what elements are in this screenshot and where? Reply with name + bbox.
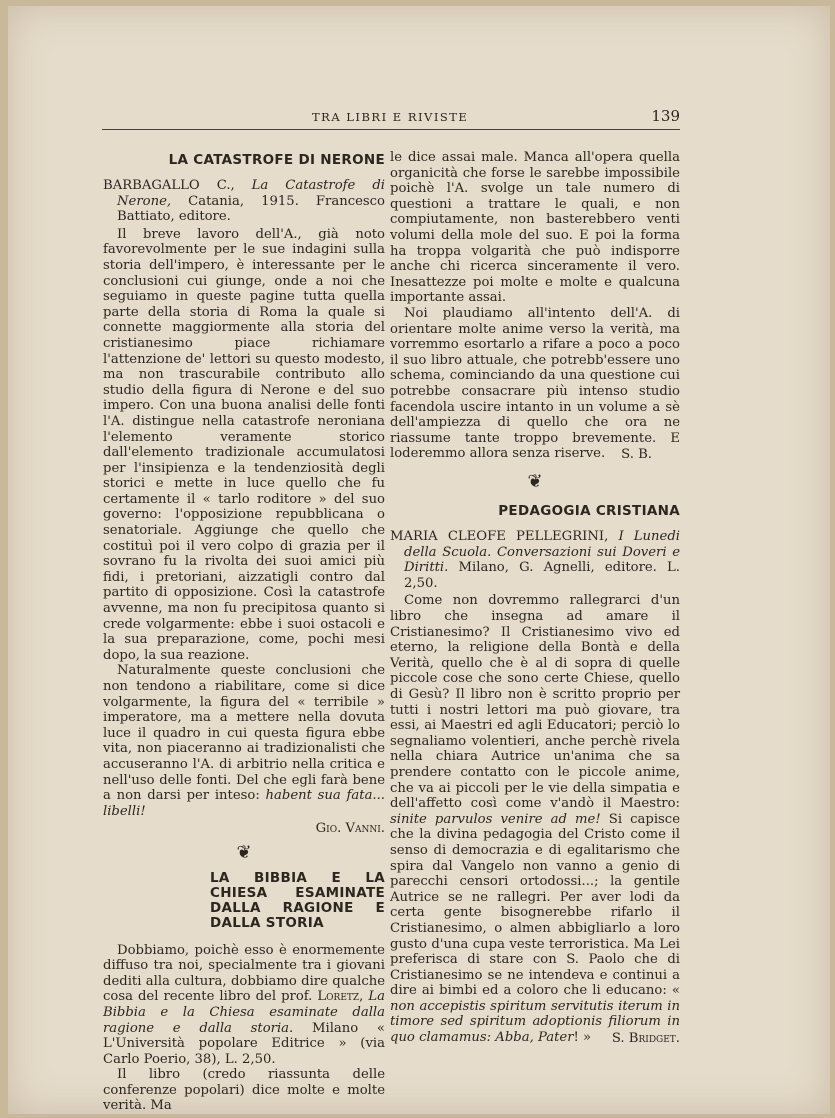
bibliographic-reference <box>390 529 680 591</box>
ref-title: La Catastrofe di Nerone, <box>117 178 385 209</box>
ref-author: BARBAGALLO C., <box>103 178 252 193</box>
paragraph-text: Come non dovremmo rallegrarci d'un libro che insegna ad amare il Cristianesimo? Il Cristianesimo vivo ed eterno, la religione della Bontà e della Verità, quello che è al di sopra di quelle piccole cose che sono certe Chiese, quello di Gesù? Il libro non è scritto proprio per tutti i nostri lettori ma può giovare, tra essi, ai Maestri ed agli Educatori; perciò lo segnaliamo volentieri, anche perchè rivela nella chiara Autrice un'anima che sa prendere contatto con le piccole anime, che va ai piccoli per le vie della simpatia e dell'affetto così come v'andò il Maestro: <box>390 593 680 812</box>
running-head <box>102 107 680 130</box>
paragraph: Il breve lavoro dell'A., già noto favorevolmente per le sue indagini sulla storia dell'impero, è interessante per le conclusioni cui giunge, onde a noi che seguiamo in queste pagine tutta quella parte della storia di Roma la quale si connette maggiormente alla storia del cristianesimo piace richiamare l'attenzione de' lettori su questo modesto, ma non trascurabile contributo allo studio della figura di Nerone e del suo impero. Con una buona analisi delle fonti l'A. distingue nella catastrofe neroniana l'elemento veramente storico dall'elemento tradizionale accumulatosi per l'insipienza e la tendenziosità degli storici e mette in luce quello che fu certamente il « tarlo roditore » del suo governo: l'opposizione repubblicana o senatoriale. Aggiunge che quello che costituì poi il vero colpo di grazia per il sovrano fu la rivolta dei suoi amici più fidi, i pretoriani, aizzatigli contro dal partito di opposizione. Così la catastrofe avvenne, ma non fu precipitosa quanto si crede volgarmente: ebbe i suoi ostacoli e la sua preparazione, come, pochi mesi dopo, la sua reazione. <box>103 226 385 663</box>
author-signature: Gio. Vanni. <box>315 821 385 837</box>
quote-close: ! » <box>573 1030 592 1046</box>
paragraph-text: Dobbiamo, poichè esso è enormemente diffuso tra noi, specialmente tra i giovani dediti alla cultura, dobbiamo dire qualche cosa del recente libro del prof. <box>103 942 385 1005</box>
paragraph-text: Si capisce che la divina pedagogia del Cristo come il senso di democrazia e di egalitarismo che spira dal Vangelo non vanno a genio di parecchi censori ortodossi...; la gentile Autrice se ne rallegri. Per aver lodi da certa gente bisognerebbe rifarlo il Cristianesimo, o almen abbigliarlo a loro gusto d'una cupa veste terroristica. Ma Lei preferisca di stare con S. Paolo che di Cristianesimo se ne intendeva e continui a dire ai bimbi ed a coloro che li educano: « <box>390 811 680 999</box>
bibliographic-reference <box>103 178 385 225</box>
latin-quote: non accepistis spiritum servitutis iterum in timore sed spiritum adoptionis filiorum in quo clamamus: Abba, Pater <box>390 998 680 1046</box>
paragraph: le dice assai male. Manca all'opera quella organicità che forse le sarebbe impossibile poichè l'A. svolge un tale numero di questioni a trattare le quali, e non compiutamente, non basterebbero venti volumi della mole del suo. E poi la forma ha troppa volgarità che può indisporre anche chi ricerca sinceramente il vero. Inesattezze poi molte e molte e qualcuna importante assai. <box>390 150 680 306</box>
article-heading-pedagogia: PEDAGOGIA CRISTIANA <box>498 503 680 520</box>
article-heading-nerone: LA CATASTROFE DI NERONE <box>168 152 385 168</box>
paragraph <box>390 593 680 1045</box>
author-signature: S. Bridget. <box>611 1030 680 1046</box>
page-number: 139 <box>651 107 680 125</box>
paragraph: Il libro (credo riassunta delle conferenze popolari) dice molte e molte verità. Ma <box>103 1067 385 1114</box>
latin-quote: sinite parvulos venire ad me! <box>390 811 609 827</box>
ref-publisher: Catania, 1915. Francesco Battiato, editore. <box>117 193 385 225</box>
ref-title: I Lunedi della Scuola. Conversazioni sui Doveri e Diritti. <box>404 529 680 576</box>
paragraph: Noi plaudiamo all'intento dell'A. di orientare molte anime verso la verità, ma vorremmo esortarlo a rifare a poco a poco il suo libro attuale, che potrebb'essere uno schema, cominciando da una questione cui potrebbe consacrare più intenso studio facendola uscire intanto in un volume a sè dell'ampiezza di quello che ora ne riassume tante troppo brevemente. E loderemmo allora senza riserve. <box>390 305 680 462</box>
left-column <box>103 150 385 1114</box>
book-author: Loretz, <box>317 989 369 1005</box>
paragraph <box>103 663 385 819</box>
paragraph-text: Naturalmente queste conclusioni che non tendono a riabilitare, come si dice volgarmente, la figura del « terribile » imperatore, ma a mettere nella dovuta luce il quadro in cui questa figura ebbe vita, non piaceranno ai tradizionalisti che accuseranno l'A. di arbitrio nella critica e nell'uso delle fonti. Del che egli farà bene a non darsi per inteso: <box>103 663 385 804</box>
latin-quote: habent sua fata... libelli! <box>103 788 386 819</box>
book-publisher: Milano « L'Università popolare Editrice » (via Carlo Poerio, 38), L. 2,50. <box>103 1020 385 1067</box>
ref-publisher: Milano, G. Agnelli, editore. L. 2,50. <box>404 560 681 591</box>
ref-author: MARIA CLEOFE PELLEGRINI, <box>390 529 619 545</box>
book-title: La Bibbia e la Chiesa esaminate dalla ragione e dalla storia. <box>103 989 385 1036</box>
leaf-ornament-icon: ❦ <box>527 471 543 493</box>
paragraph <box>103 943 385 1068</box>
author-signature: S. B. <box>621 446 652 462</box>
leaf-ornament-icon: ❦ <box>236 841 252 863</box>
section-title: TRA LIBRI E RIVISTE <box>312 110 469 124</box>
article-heading-bibbia: LA BIBBIA E LA CHIESA ESAMINATE DALLA RAGIONE E DALLA STORIA <box>210 869 385 931</box>
right-column <box>390 150 680 1046</box>
